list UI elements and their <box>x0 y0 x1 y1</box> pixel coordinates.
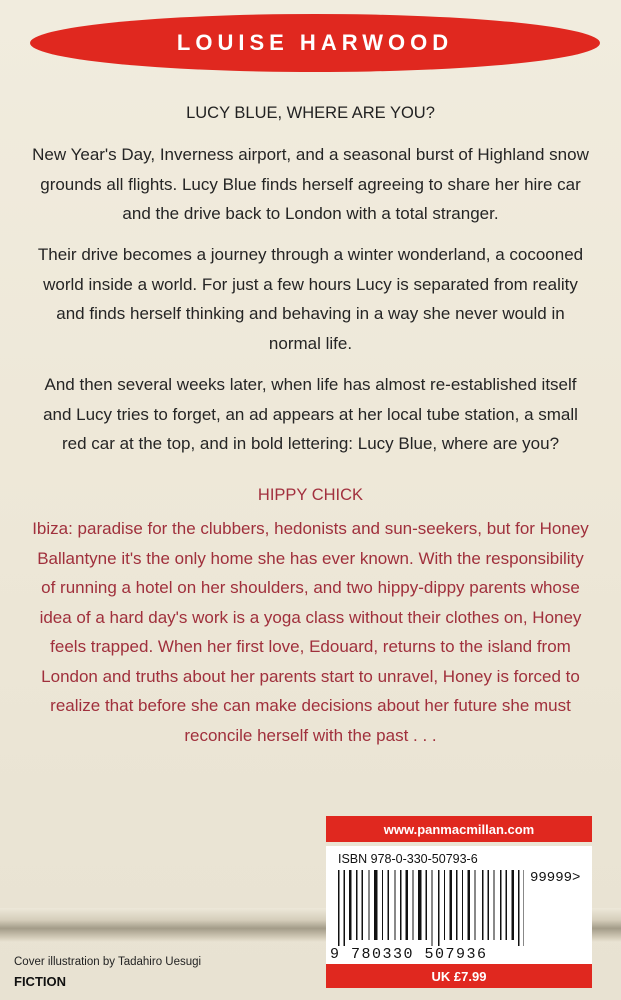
barcode-stripe <box>374 870 378 940</box>
text-line: idea of a hard day's work is a yoga class without their clothes on, Honey <box>39 607 582 627</box>
text-line: grounds all flights. Lucy Blue finds herself agreeing to share her hire car <box>40 174 581 194</box>
text-line: reconcile herself with the past . . . <box>184 725 437 745</box>
barcode-stripe <box>475 870 476 940</box>
book2-title: HIPPY CHICK <box>257 486 364 504</box>
text-line: Their drive becomes a journey through a winter wonderland, a cocooned <box>37 245 584 264</box>
isbn-text: ISBN 978-0-330-50793-6 <box>338 852 478 866</box>
book1-paragraph-3 <box>10 370 611 459</box>
price-code: 99999> <box>530 870 581 886</box>
text-line: and the drive back to London with a total stranger. <box>122 204 499 223</box>
text-line: of running a hotel on her shoulders, and two hippy-dippy parents whose <box>41 578 580 597</box>
barcode-stripe <box>462 870 463 940</box>
text-line: and finds herself thinking and behaving in a way she never would in <box>56 304 565 323</box>
text-line: normal life. <box>268 333 353 353</box>
barcode-stripe <box>338 870 340 946</box>
book1-paragraph-2 <box>10 240 611 358</box>
text-line: Ibiza: paradise for the clubbers, hedonists and sun-seekers, but for Honey <box>32 519 589 538</box>
text-line: And then several weeks later, when life has almost re-established itself <box>44 375 577 394</box>
barcode-stripe <box>444 870 445 940</box>
barcode-stripe <box>406 870 409 940</box>
text-line: realize that before she can make decisions about her future she must <box>50 696 571 715</box>
barcode-stripe <box>468 870 471 940</box>
barcode-stripe <box>344 870 346 946</box>
barcode-stripe <box>500 870 502 940</box>
barcode-stripe <box>369 870 370 940</box>
book2-paragraph <box>10 514 611 750</box>
barcode-stripe <box>450 870 453 940</box>
text-line: world inside a world. For just a few hours Lucy is separated from reality <box>43 274 578 294</box>
text-line: and Lucy tries to forget, an ad appears at her local tube station, a small <box>43 404 578 424</box>
barcode-stripe <box>432 870 433 946</box>
barcode-stripe <box>512 870 515 940</box>
text-line: New Year's Day, Inverness airport, and a seasonal burst of Highland snow <box>32 145 589 164</box>
barcode-stripe <box>518 870 520 946</box>
barcode-stripe <box>356 870 358 940</box>
author-name: LOUISE HARWOOD <box>176 30 454 55</box>
book1-title: LUCY BLUE, WHERE ARE YOU? <box>186 104 435 122</box>
barcode-stripe <box>349 870 352 940</box>
text-line: red car at the top, and in bold lettering: Lucy Blue, where are you? <box>61 434 560 453</box>
barcode-stripe <box>524 870 525 946</box>
text-line: London and truths about her parents start to unravel, Honey is forced to <box>41 666 580 686</box>
text-line: Ballantyne it's the only home she has ever known. With the responsibility <box>37 548 584 568</box>
barcode-stripe <box>488 870 490 940</box>
genre-label: FICTION <box>14 974 66 989</box>
book1-paragraph-1 <box>10 140 611 229</box>
barcode-stripe <box>438 870 440 946</box>
barcode-stripe <box>456 870 458 940</box>
cover-credit: Cover illustration by Tadahiro Uesugi <box>14 956 202 968</box>
ean-digits: 9 780330 507936 <box>330 946 488 963</box>
barcode-stripe <box>362 870 364 940</box>
barcode-stripe <box>413 870 414 940</box>
barcode-stripe <box>426 870 428 940</box>
barcode-stripe <box>482 870 484 940</box>
barcode-stripe <box>388 870 390 940</box>
barcode-stripe <box>494 870 495 940</box>
price-label: UK £7.99 <box>326 964 592 988</box>
text-line: feels trapped. When her first love, Edouard, returns to the island from <box>50 637 571 656</box>
publisher-website: www.panmacmillan.com <box>326 816 592 842</box>
barcode-stripe <box>506 870 508 940</box>
barcode-stripe <box>418 870 422 940</box>
author-banner <box>30 14 600 72</box>
barcode <box>338 870 524 946</box>
barcode-stripe <box>395 870 396 940</box>
barcode-stripe <box>400 870 402 940</box>
barcode-stripe <box>382 870 383 940</box>
